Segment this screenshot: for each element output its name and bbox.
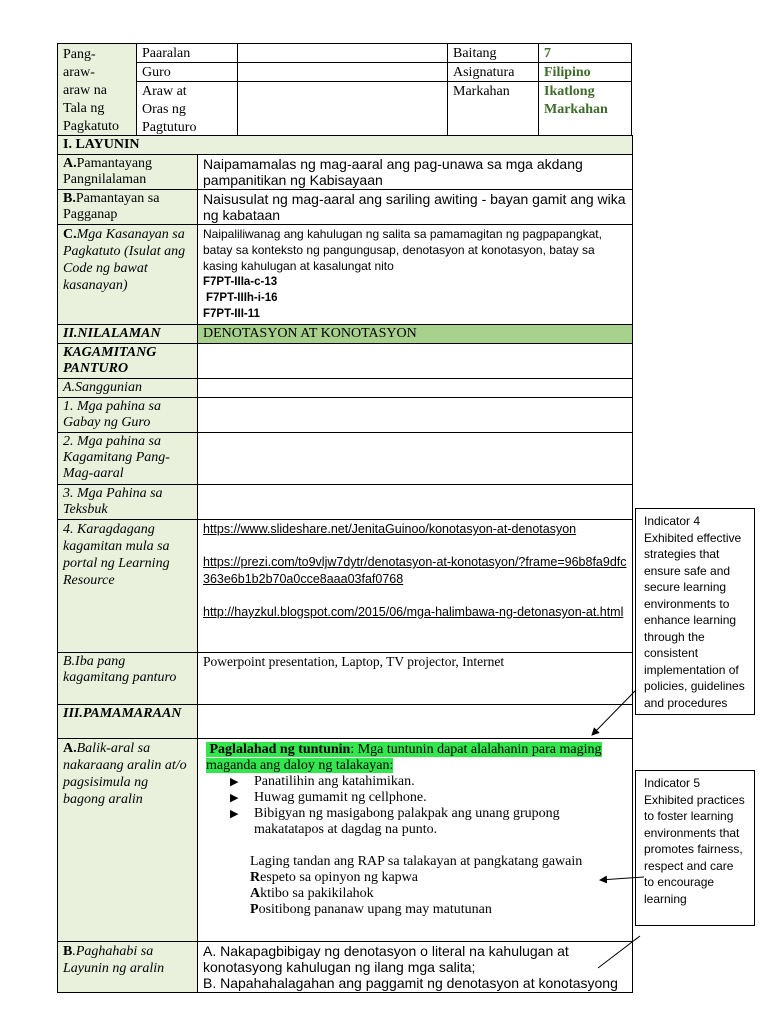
title-line: araw- — [63, 65, 95, 80]
nilalaman-label: II.NILALAMAN — [58, 325, 198, 344]
table-row — [58, 344, 633, 379]
nilalaman-value: DENOTASYON AT KONOTASYON — [198, 325, 633, 344]
section-letter: C. — [63, 227, 77, 242]
table-row — [58, 136, 633, 155]
section-letter: A. — [63, 156, 77, 171]
resource-link[interactable]: https://www.slideshare.net/JenitaGuinoo/konotasyon-at-denotasyon — [203, 522, 577, 536]
rap-intro: Laging tandan ang RAP sa talakayan at pangkatang gawain — [250, 854, 583, 869]
asignatura-value: Filipino — [538, 62, 632, 82]
baitang-label: Baitang — [447, 43, 539, 63]
gabay-value — [198, 398, 633, 433]
kagamitang-value — [198, 344, 633, 379]
markahan-label: Markahan — [447, 81, 539, 136]
gabay-label: 1. Mga pahina sa Gabay ng Guro — [58, 398, 198, 433]
kagamitang-label: KAGAMITANG PANTURO — [58, 344, 198, 379]
rap-letter: P — [250, 902, 259, 917]
table-row — [58, 155, 633, 190]
iba-value: Powerpoint presentation, Laptop, TV projector, Internet — [198, 653, 633, 705]
karagdagang-label: 4. Karagdagang kagamitan mula sa portal ng Learning Resource — [58, 520, 198, 653]
rap-item — [250, 870, 627, 886]
kasanayan-text: Naipaliliwanag ang kahulugan ng salita sa pamamagitan ng pagpapangkat, batay sa konteksto ng pangungusap, denotasyon at konotasyon, batay sa kasing kahulugan at kasalungat nito — [203, 227, 602, 273]
title-line: Tala ng — [63, 101, 105, 116]
araw-value[interactable] — [237, 81, 448, 136]
kagamitang-pang-value — [198, 433, 633, 485]
paglalahad-highlight — [206, 742, 602, 773]
araw-line: Oras ng — [142, 102, 186, 117]
markahan-line: Markahan — [544, 102, 608, 117]
competency-code: F7PT-III-11 — [203, 308, 260, 320]
label-text: Mga Kasanayan sa Pagkatuto (Isulat ang Code ng bawat kasanayan) — [63, 227, 186, 293]
resource-link[interactable]: https://prezi.com/to9vljw7dytr/denotasyon-at-konotasyon/?frame=96b8fa9dfc363e6b1b2b70a0cce8aaa03faf0768 — [203, 555, 627, 586]
paghahabi-value — [198, 942, 633, 993]
teksbuk-label: 3. Mga Pahina sa Teksbuk — [58, 485, 198, 520]
rule-text: Panatilihin ang katahimikan. — [254, 774, 415, 789]
rule-text: Bibigyan ng masigabong palakpak ang unang grupong makatatapos at dagdag na punto. — [254, 806, 560, 837]
section-letter: B. — [63, 191, 76, 206]
layunin-heading: I. LAYUNIN — [58, 136, 633, 155]
pamantayang-value: Naipamamalas ng mag-aaral ang pag-unawa sa mga akdang pampanitikan ng Kabisayaan — [198, 155, 633, 190]
markahan-value — [538, 81, 632, 136]
rule-item — [226, 774, 627, 790]
rule-item — [226, 806, 627, 838]
rule-text: Huwag gumamit ng cellphone. — [254, 790, 427, 805]
baitang-value: 7 — [538, 43, 632, 63]
table-row — [58, 190, 633, 225]
sanggunian-value — [198, 379, 633, 398]
triangle-bullet-icon: ▶ — [230, 776, 239, 788]
title-line: araw na — [63, 83, 107, 98]
triangle-bullet-icon: ▶ — [230, 792, 239, 804]
title-line: Pagkatuto — [63, 119, 119, 134]
label-text: .Paghahabi sa Layunin ng aralin — [63, 944, 165, 976]
paghahabi-label — [58, 942, 198, 993]
araw-line: Araw at — [142, 84, 187, 99]
table-row — [58, 398, 633, 433]
label-text: Balik-aral sa nakaraang aralin at/o pagsisimula ng bagong aralin — [63, 741, 187, 807]
indicator-5-note: Indicator 5 Exhibited practices to foster learning environments that promotes fairness, respect and care to encourage learning — [635, 770, 755, 926]
kasanayan-label — [58, 225, 198, 325]
araw-line: Pagtuturo — [142, 120, 197, 135]
paaralan-value[interactable] — [237, 43, 448, 63]
iba-label: B.Iba pang kagamitang panturo — [58, 653, 198, 705]
triangle-bullet-icon: ▶ — [230, 808, 239, 820]
pamantayang-label — [58, 155, 198, 190]
kagamitang-pang-label: 2. Mga pahina sa Kagamitang Pang-Mag-aaral — [58, 433, 198, 485]
balik-label — [58, 739, 198, 942]
pagganap-label — [58, 190, 198, 225]
rule-item — [226, 790, 627, 806]
kasanayan-value — [198, 225, 633, 325]
table-row — [58, 653, 633, 705]
table-row — [58, 433, 633, 485]
pagganap-value: Naisusulat ng mag-aaral ang sariling awiting - bayan gamit ang wika ng kabataan — [198, 190, 633, 225]
lesson-plan-table — [57, 135, 633, 993]
title-cell — [57, 43, 137, 136]
section-letter: A. — [63, 741, 77, 756]
guro-value[interactable] — [237, 62, 448, 82]
paglalahad-text: : Mga tuntunin dapat alalahanin para maging maganda ang daloy ng talakayan: — [206, 742, 602, 773]
table-row — [58, 520, 633, 653]
table-row — [58, 942, 633, 993]
markahan-line: Ikatlong — [544, 84, 595, 99]
indicator-4-note: Indicator 4 Exhibited effective strategies that ensure safe and secure learning environments to enhance learning through the consistent implementation of policies, guidelines and procedures — [635, 508, 755, 715]
rap-letter: R — [250, 870, 261, 885]
asignatura-label: Asignatura — [447, 62, 539, 82]
paglalahad-paragraph — [206, 742, 627, 774]
resource-link[interactable]: http://hayzkul.blogspot.com/2015/06/mga-halimbawa-ng-detonasyon-at.html — [203, 605, 624, 619]
pamamaraan-value — [198, 705, 633, 739]
paghahabi-a: A. Nakapagbibigay ng denotasyon o literal na kahulugan at konotasyong kahulugan ng ilang mga salita; — [203, 943, 569, 975]
competency-code: F7PT-IIIh-i-16 — [206, 292, 278, 304]
paghahabi-b: B. Napahahalagahan ang paggamit ng denotasyon at konotasyong — [203, 975, 618, 991]
table-row — [58, 225, 633, 325]
rap-text: espeto sa opinyon ng kapwa — [260, 870, 418, 885]
table-row — [58, 739, 633, 942]
pamamaraan-label: III.PAMAMARAAN — [58, 705, 198, 739]
section-letter: B — [63, 944, 73, 959]
sanggunian-label: A.Sanggunian — [58, 379, 198, 398]
label-text: Pamantayang Pangnilalaman — [63, 156, 153, 187]
rap-item — [250, 886, 627, 902]
paaralan-label: Paaralan — [136, 43, 238, 63]
araw-label — [136, 81, 238, 136]
guro-label: Guro — [136, 62, 238, 82]
rap-text: ktibo sa pakikilahok — [260, 886, 374, 901]
table-row — [58, 705, 633, 739]
paglalahad-title: Paglalahad ng tuntunin — [209, 742, 351, 757]
title-line: Pang- — [63, 47, 96, 62]
table-row — [58, 325, 633, 344]
table-row — [58, 379, 633, 398]
competency-code: F7PT-IIIa-c-13 — [203, 276, 278, 288]
rap-text: ositibong pananaw upang may matutunan — [258, 902, 492, 917]
table-row — [58, 485, 633, 520]
label-text: Pamantayan sa Pagganap — [63, 191, 160, 222]
rap-item — [250, 902, 627, 918]
balik-value — [198, 739, 633, 942]
teksbuk-value — [198, 485, 633, 520]
rap-letter: A — [250, 886, 261, 901]
karagdagang-value — [198, 520, 633, 653]
